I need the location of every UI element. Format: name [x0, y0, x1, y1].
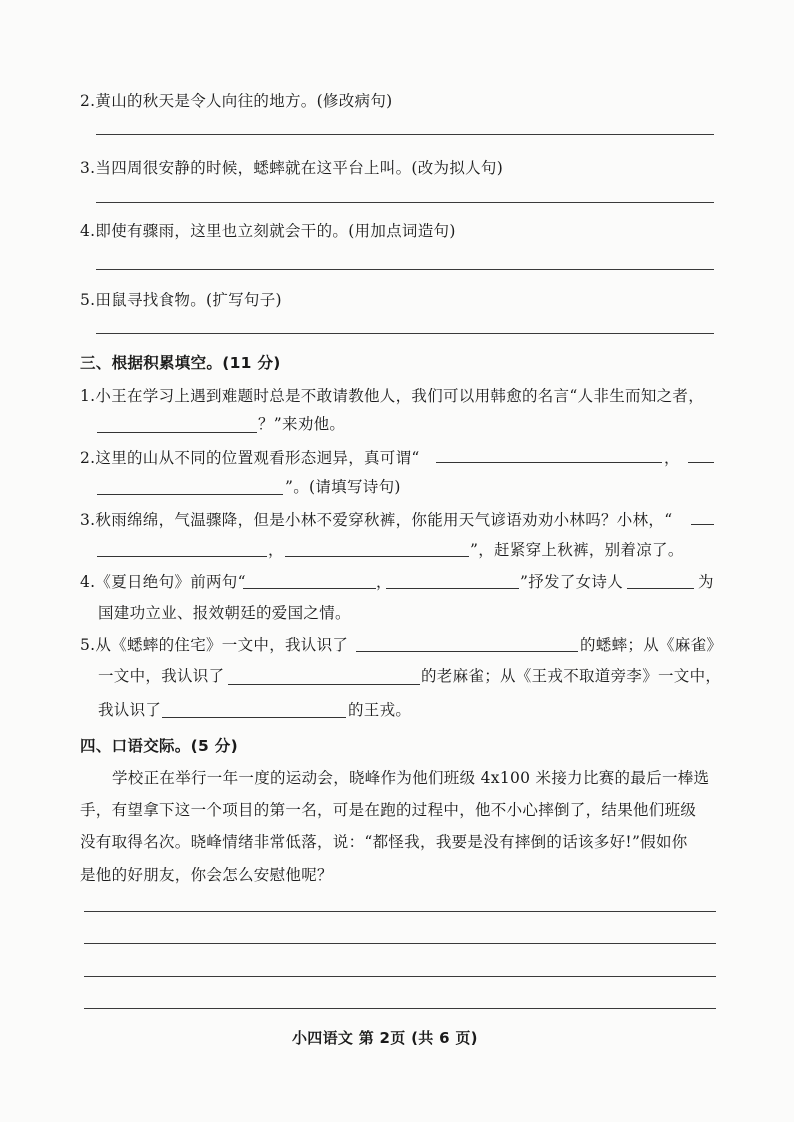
answer-line-s4-3[interactable] [84, 976, 716, 977]
s3-q5-line3-end: 的王戎。 [348, 701, 412, 719]
item-q3: 3.当四周很安静的时候，蟋蟀就在这平台上叫。(改为拟人句) [80, 159, 504, 177]
item-q5: 5.田鼠寻找食物。(扩写句子) [80, 291, 282, 309]
s3-q2-comma: ， [664, 449, 680, 467]
blank-s3-q3-c[interactable] [285, 556, 469, 557]
s3-q4-end: 为 [698, 573, 714, 591]
section-4-title: 四、口语交际。(5 分) [80, 737, 238, 755]
s4-paragraph-line1: 学校正在举行一年一度的运动会，晓峰作为他们班级 4x100 米接力比赛的最后一棒选 [112, 769, 710, 787]
answer-line-q5[interactable] [96, 333, 714, 334]
s4-paragraph-line3: 没有取得名次。晓峰情绪非常低落，说：“都怪我，我要是没有摔倒的话该多好!”假如你 [80, 833, 688, 851]
s3-q5-line2-start: 一文中，我认识了 [98, 667, 225, 685]
blank-s3-q4-b[interactable] [386, 588, 519, 589]
s3-q4-comma: ， [376, 573, 392, 591]
item-q4: 4.即使有骤雨，这里也立刻就会干的。(用加点词造句) [80, 222, 456, 240]
answer-line-s4-2[interactable] [84, 943, 716, 944]
blank-s3-q1[interactable] [97, 432, 257, 433]
answer-line-q4[interactable] [96, 269, 714, 270]
answer-line-s4-1[interactable] [84, 911, 716, 912]
s3-q4-mid: ”抒发了女诗人 [520, 573, 624, 591]
page-footer: 小四语文 第 2页 (共 6 页) [292, 1029, 478, 1047]
answer-line-q2[interactable] [96, 134, 714, 135]
s3-q3-line1: 3.秋雨绵绵，气温骤降，但是小林不爱穿秋裤，你能用天气谚语劝劝小林吗？小林，“ [80, 511, 673, 529]
blank-s3-q3-a[interactable] [691, 524, 714, 525]
blank-s3-q4-a[interactable] [243, 588, 376, 589]
item-q2: 2.黄山的秋天是令人向往的地方。(修改病句) [80, 92, 393, 110]
s3-q2-line1: 2.这里的山从不同的位置观看形态迥异，真可谓“ [80, 449, 420, 467]
blank-s3-q5-b[interactable] [228, 684, 420, 685]
blank-s3-q2-a[interactable] [436, 462, 662, 463]
s3-q5-line3-start: 我认识了 [98, 701, 162, 719]
s3-q5-line2-end: 的老麻雀；从《王戎不取道旁李》一文中， [421, 667, 722, 685]
blank-s3-q4-c[interactable] [627, 588, 694, 589]
s3-q2-line2-end: ”。(请填写诗句) [285, 478, 401, 496]
s3-q4-start: 4.《夏日绝句》前两句“ [80, 573, 246, 591]
s3-q1-line1: 1.小王在学习上遇到难题时总是不敢请教他人，我们可以用韩愈的名言“人非生而知之者， [80, 387, 705, 405]
s4-paragraph-line2: 手，有望拿下这一个项目的第一名，可是在跑的过程中，他不小心摔倒了，结果他们班级 [80, 801, 697, 819]
blank-s3-q2-b[interactable] [688, 462, 714, 463]
s3-q5-line1-end: 的蟋蟀；从《麻雀》 [580, 636, 723, 654]
s3-q5-line1-start: 5.从《蟋蟀的住宅》一文中，我认识了 [80, 636, 349, 654]
s4-paragraph-line4: 是他的好朋友，你会怎么安慰他呢？ [80, 866, 333, 884]
s3-q4-line2: 国建功立业、报效朝廷的爱国之情。 [98, 604, 351, 622]
answer-line-q3[interactable] [96, 202, 714, 203]
blank-s3-q5-a[interactable] [356, 651, 578, 652]
s3-q1-line2-end: ？”来劝他。 [258, 415, 346, 433]
section-3-title: 三、根据积累填空。(11 分) [80, 354, 281, 372]
blank-s3-q2-c[interactable] [97, 494, 283, 495]
blank-s3-q5-c[interactable] [162, 717, 346, 718]
blank-s3-q3-b[interactable] [97, 556, 267, 557]
s3-q3-line2-end: ”，赶紧穿上秋裤，别着凉了。 [470, 541, 684, 559]
answer-line-s4-4[interactable] [84, 1008, 716, 1009]
s3-q3-comma: ， [268, 541, 284, 559]
